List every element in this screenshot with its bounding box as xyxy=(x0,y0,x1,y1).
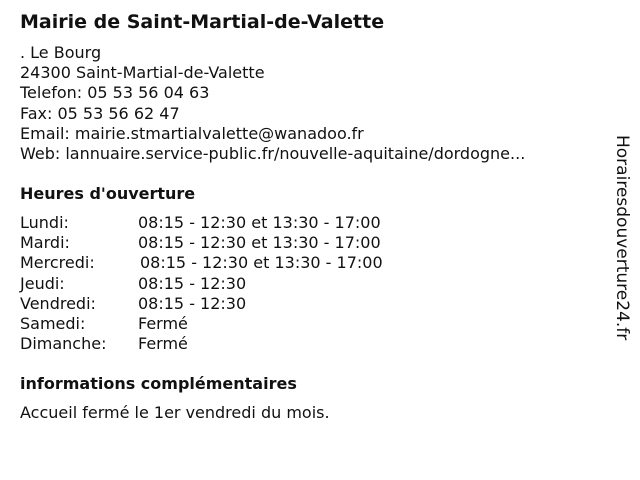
phone-number: Telefon: 05 53 56 04 63 xyxy=(20,83,210,103)
additional-info-text: Accueil fermé le 1er vendredi du mois. xyxy=(20,403,330,422)
website-url: Web: lannuaire.service-public.fr/nouvelle-aquitaine/dordogne... xyxy=(20,144,526,164)
day-hours: 08:15 - 12:30 xyxy=(138,273,247,293)
day-hours: 08:15 - 12:30 et 13:30 - 17:00 xyxy=(140,253,383,273)
address-street: . Le Bourg xyxy=(20,43,102,62)
day-hours: Fermé xyxy=(138,334,188,354)
day-hours: Fermé xyxy=(138,313,188,333)
day-hours: 08:15 - 12:30 et 13:30 - 17:00 xyxy=(138,233,381,253)
additional-info-heading: informations complémentaires xyxy=(20,374,297,393)
day-hours: 08:15 - 12:30 et 13:30 - 17:00 xyxy=(138,213,381,232)
site-watermark: Horairesdouverture24.fr xyxy=(612,135,632,341)
day-label: Dimanche: xyxy=(20,334,107,354)
day-label: Mardi: xyxy=(20,233,70,253)
fax-number: Fax: 05 53 56 62 47 xyxy=(20,103,180,123)
opening-hours-heading: Heures d'ouverture xyxy=(20,184,196,203)
day-label: Lundi: xyxy=(20,213,69,232)
day-label: Jeudi: xyxy=(20,273,65,293)
day-label: Vendredi: xyxy=(20,293,96,313)
day-label: Samedi: xyxy=(20,313,86,333)
day-hours: 08:15 - 12:30 xyxy=(138,293,247,313)
day-label: Mercredi: xyxy=(20,253,95,273)
address-city: 24300 Saint-Martial-de-Valette xyxy=(20,63,265,83)
contact-block xyxy=(20,43,525,164)
page-title: Mairie de Saint-Martial-de-Valette xyxy=(20,11,385,33)
email-address: Email: mairie.stmartialvalette@wanadoo.fr xyxy=(20,123,364,143)
